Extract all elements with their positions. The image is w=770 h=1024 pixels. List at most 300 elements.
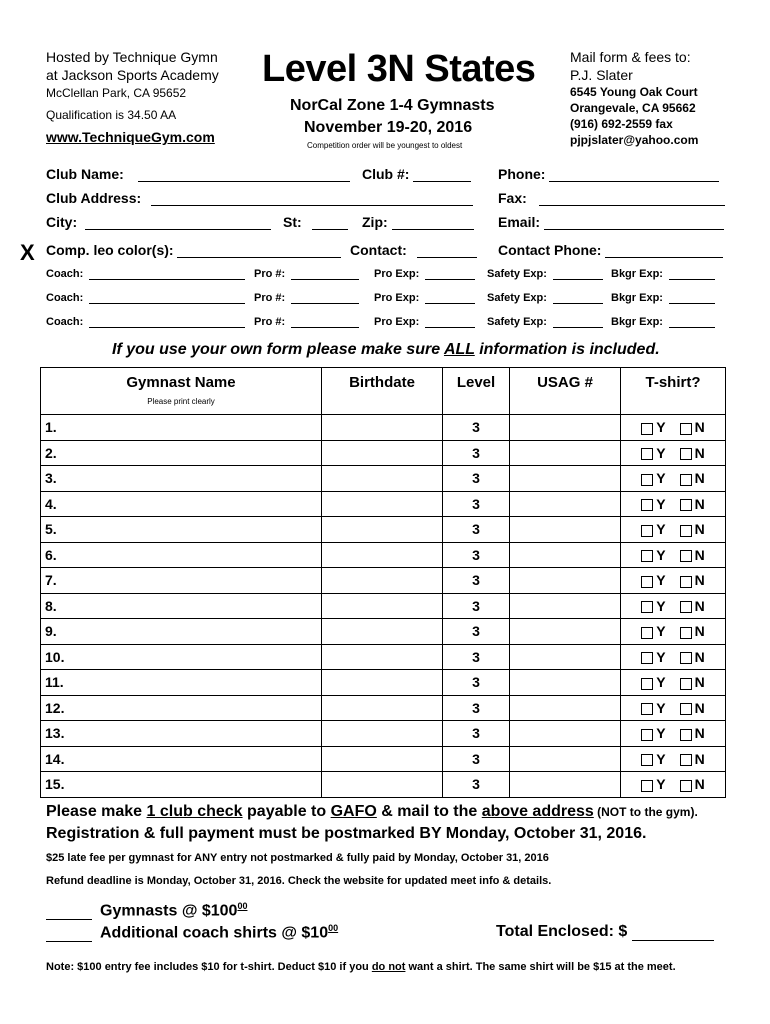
row-number: 3. [45, 470, 57, 487]
gymnast-name-cell[interactable] [41, 466, 322, 492]
tshirt-option-label: N [694, 521, 705, 538]
tshirt-cell [621, 568, 726, 594]
tshirt-yes-checkbox[interactable] [641, 576, 653, 588]
tshirt-option-label: Y [656, 725, 666, 742]
coach-pro-number-line[interactable] [291, 292, 359, 304]
gymnast-name-cell[interactable] [41, 746, 322, 772]
birthdate-cell[interactable] [322, 746, 443, 772]
notice-text-end: information is included. [474, 341, 660, 358]
gymnast-name-cell[interactable] [41, 695, 322, 721]
level-cell: 3 [443, 542, 510, 568]
tshirt-cell [621, 619, 726, 645]
birthdate-cell[interactable] [322, 619, 443, 645]
coach-pro-exp-label: Pro Exp: [374, 292, 420, 304]
coach-shirts-field[interactable] [46, 923, 338, 942]
coach-pro-exp-field[interactable] [374, 268, 475, 280]
coach-safety-exp-label: Safety Exp: [487, 316, 547, 328]
table-row [41, 644, 726, 670]
birthdate-cell[interactable] [322, 695, 443, 721]
coach-pro-exp-line[interactable] [425, 292, 475, 304]
table-row [41, 746, 726, 772]
late-fee-note: $25 late fee per gymnast for ANY entry not postmarked & fully paid by Monday, October 31, 2016 [46, 852, 549, 864]
coach-bkgr-exp-label: Bkgr Exp: [611, 316, 663, 328]
tshirt-no-checkbox[interactable] [680, 576, 692, 588]
row-number: 6. [45, 546, 57, 563]
tshirt-no-checkbox[interactable] [680, 652, 692, 664]
tshirt-option-label: N [694, 623, 705, 640]
zip-line[interactable] [392, 215, 474, 230]
table-row [41, 568, 726, 594]
level-cell: 3 [443, 670, 510, 696]
coach-pro-exp-field[interactable] [374, 316, 475, 328]
coach-safety-exp-field[interactable] [487, 292, 603, 304]
level-cell: 3 [443, 466, 510, 492]
tshirt-yes-checkbox[interactable] [641, 601, 653, 613]
usag-cell[interactable] [510, 415, 621, 441]
tshirt-no-checkbox[interactable] [680, 729, 692, 741]
row-number: 9. [45, 623, 57, 640]
coach-safety-exp-label: Safety Exp: [487, 292, 547, 304]
row-number: 5. [45, 521, 57, 538]
gymnasts-fee-label: Gymnasts @ $100 [100, 902, 238, 920]
usag-cell[interactable] [510, 644, 621, 670]
coach-name-label: Coach: [46, 292, 84, 304]
level-cell: 3 [443, 695, 510, 721]
state-field[interactable] [283, 214, 348, 230]
club-name-line[interactable] [138, 167, 350, 182]
coach-name-field[interactable] [46, 292, 245, 304]
level-cell: 3 [443, 491, 510, 517]
gymnast-name-cell[interactable] [41, 517, 322, 543]
tshirt-cell [621, 670, 726, 696]
row-number: 14. [45, 750, 65, 767]
tshirt-option-label: Y [656, 776, 666, 793]
gymnast-name-cell[interactable] [41, 568, 322, 594]
tshirt-no-checkbox[interactable] [680, 448, 692, 460]
required-x-mark: X [20, 240, 35, 265]
coach-shirts-cents: 00 [328, 923, 339, 933]
row-number: 4. [45, 495, 57, 512]
club-name-field[interactable] [46, 166, 350, 182]
usag-cell[interactable] [510, 670, 621, 696]
gymnast-name-cell[interactable] [41, 772, 322, 798]
club-number-label: Club #: [362, 166, 410, 182]
coach-safety-exp-field[interactable] [487, 316, 603, 328]
coach-bkgr-exp-line[interactable] [669, 292, 715, 304]
tshirt-cell [621, 593, 726, 619]
zip-field[interactable] [362, 214, 474, 230]
level-cell: 3 [443, 440, 510, 466]
coach-safety-exp-field[interactable] [487, 268, 603, 280]
contact-phone-label: Contact Phone: [498, 242, 602, 258]
usag-cell[interactable] [510, 440, 621, 466]
coach-bkgr-exp-field[interactable] [611, 292, 715, 304]
tshirt-option-label: N [694, 776, 705, 793]
mail-fax: (916) 692-2559 fax [570, 117, 673, 131]
total-label: Total Enclosed: $ [496, 923, 628, 940]
tshirt-cell [621, 695, 726, 721]
tshirt-option-label: N [694, 750, 705, 767]
contact-field[interactable] [350, 242, 477, 258]
tshirt-yes-checkbox[interactable] [641, 754, 653, 766]
email-line[interactable] [544, 215, 724, 230]
tshirt-no-checkbox[interactable] [680, 423, 692, 435]
tshirt-no-checkbox[interactable] [680, 780, 692, 792]
tshirt-yes-checkbox[interactable] [641, 703, 653, 715]
leo-color-label: Comp. leo color(s): [46, 242, 174, 258]
shirt-note [46, 961, 676, 973]
table-row [41, 695, 726, 721]
coach-bkgr-exp-label: Bkgr Exp: [611, 292, 663, 304]
qualification: Qualification is 34.50 AA [46, 108, 177, 122]
gymnast-name-cell[interactable] [41, 721, 322, 747]
tshirt-option-label: N [694, 419, 705, 436]
gymnasts-fee-field[interactable] [46, 901, 247, 920]
state-label: St: [283, 214, 302, 230]
coach-pro-number-field[interactable] [254, 268, 359, 280]
table-row [41, 593, 726, 619]
tshirt-option-label: N [694, 546, 705, 563]
tshirt-option-label: N [694, 572, 705, 589]
coach-pro-exp-label: Pro Exp: [374, 316, 420, 328]
city-label: City: [46, 214, 78, 230]
usag-cell[interactable] [510, 517, 621, 543]
club-address-label: Club Address: [46, 190, 142, 206]
gymnast-name-cell[interactable] [41, 542, 322, 568]
table-row [41, 491, 726, 517]
tshirt-cell [621, 746, 726, 772]
coach-pro-exp-line[interactable] [425, 268, 475, 280]
level-cell: 3 [443, 619, 510, 645]
coach-name-line[interactable] [89, 268, 245, 280]
tshirt-yes-checkbox[interactable] [641, 729, 653, 741]
coach-pro-exp-label: Pro Exp: [374, 268, 420, 280]
tshirt-option-label: Y [656, 750, 666, 767]
coach-bkgr-exp-label: Bkgr Exp: [611, 268, 663, 280]
level-cell: 3 [443, 517, 510, 543]
email-label: Email: [498, 214, 541, 230]
coach-pro-number-line[interactable] [291, 316, 359, 328]
birthdate-cell[interactable] [322, 466, 443, 492]
header-tshirt: T-shirt? [621, 368, 726, 415]
gymnasts-count-line[interactable] [46, 905, 92, 920]
phone-line[interactable] [549, 167, 719, 182]
usag-cell[interactable] [510, 619, 621, 645]
tshirt-yes-checkbox[interactable] [641, 525, 653, 537]
row-number: 10. [45, 648, 65, 665]
level-cell: 3 [443, 644, 510, 670]
birthdate-cell[interactable] [322, 721, 443, 747]
gymnast-name-cell[interactable] [41, 644, 322, 670]
coach-name-line[interactable] [89, 316, 245, 328]
payment-instruction [46, 803, 698, 821]
pay-text: payable to [242, 803, 331, 820]
subtitle-zone: NorCal Zone 1-4 Gymnasts [290, 97, 495, 114]
table-row [41, 721, 726, 747]
host-line: Hosted by Technique Gymn [46, 49, 218, 65]
gymnast-name-cell[interactable] [41, 415, 322, 441]
birthdate-cell[interactable] [322, 568, 443, 594]
coach-pro-number-label: Pro #: [254, 292, 286, 304]
tshirt-cell [621, 491, 726, 517]
coach-safety-exp-line[interactable] [553, 268, 603, 280]
tshirt-option-label: N [694, 699, 705, 716]
level-cell: 3 [443, 721, 510, 747]
birthdate-cell[interactable] [322, 517, 443, 543]
tshirt-yes-checkbox[interactable] [641, 423, 653, 435]
shirt-note-text-end: want a shirt. The same shirt will be $15 at the meet. [405, 961, 676, 973]
notice-text: If you use your own form please make sure [112, 341, 444, 358]
birthdate-cell[interactable] [322, 415, 443, 441]
mail-name: P.J. Slater [570, 67, 633, 83]
club-address-field[interactable] [46, 190, 473, 206]
tshirt-option-label: N [694, 597, 705, 614]
level-cell: 3 [443, 593, 510, 619]
tshirt-option-label: Y [656, 470, 666, 487]
gymnast-name-cell[interactable] [41, 619, 322, 645]
pay-check: 1 club check [146, 803, 243, 820]
header-birthdate: Birthdate [322, 368, 443, 415]
leo-color-line[interactable] [177, 243, 341, 258]
contact-phone-line[interactable] [605, 243, 723, 258]
row-number: 12. [45, 699, 65, 716]
gymnast-name-cell[interactable] [41, 593, 322, 619]
host-address: McClellan Park, CA 95652 [46, 86, 187, 100]
print-clearly-note: Please print clearly [147, 397, 215, 406]
tshirt-no-checkbox[interactable] [680, 678, 692, 690]
phone-label: Phone: [498, 166, 546, 182]
coach-name-line[interactable] [89, 292, 245, 304]
city-field[interactable] [46, 214, 271, 230]
table-row [41, 670, 726, 696]
usag-cell[interactable] [510, 593, 621, 619]
tshirt-option-label: N [694, 648, 705, 665]
club-number-line[interactable] [413, 167, 471, 182]
zip-label: Zip: [362, 214, 388, 230]
refund-note: Refund deadline is Monday, October 31, 2016. Check the website for updated meet info & details. [46, 875, 552, 887]
coach-bkgr-exp-line[interactable] [669, 268, 715, 280]
birthdate-cell[interactable] [322, 491, 443, 517]
tshirt-cell [621, 644, 726, 670]
birthdate-cell[interactable] [322, 593, 443, 619]
coach-pro-number-line[interactable] [291, 268, 359, 280]
gymnast-name-cell[interactable] [41, 440, 322, 466]
contact-phone-field[interactable] [498, 242, 723, 258]
contact-label: Contact: [350, 242, 407, 258]
website-link[interactable]: www.TechniqueGym.com [46, 129, 215, 145]
header-level: Level [443, 368, 510, 415]
coach-pro-number-field[interactable] [254, 316, 359, 328]
usag-cell[interactable] [510, 491, 621, 517]
usag-cell[interactable] [510, 746, 621, 772]
registration-deadline: Registration & full payment must be postmarked BY Monday, October 31, 2016. [46, 825, 647, 842]
coach-safety-exp-label: Safety Exp: [487, 268, 547, 280]
usag-cell[interactable] [510, 695, 621, 721]
tshirt-no-checkbox[interactable] [680, 601, 692, 613]
table-row [41, 517, 726, 543]
tshirt-cell [621, 772, 726, 798]
notice-emphasis: ALL [443, 341, 475, 358]
club-name-label: Club Name: [46, 166, 124, 182]
row-number: 1. [45, 419, 57, 436]
tshirt-option-label: Y [656, 623, 666, 640]
tshirt-cell [621, 721, 726, 747]
tshirt-option-label: N [694, 470, 705, 487]
usag-cell[interactable] [510, 721, 621, 747]
header-usag: USAG # [510, 368, 621, 415]
tshirt-option-label: Y [656, 521, 666, 538]
pay-text: & mail to the [376, 803, 482, 820]
level-cell: 3 [443, 415, 510, 441]
header-gymnast-name [41, 368, 322, 415]
coach-shirts-count-line[interactable] [46, 927, 92, 942]
tshirt-yes-checkbox[interactable] [641, 652, 653, 664]
club-number-field[interactable] [362, 166, 471, 182]
usag-cell[interactable] [510, 542, 621, 568]
competition-order-note: Competition order will be youngest to oldest [307, 141, 463, 150]
mail-city: Orangevale, CA 95662 [570, 101, 696, 115]
table-row [41, 466, 726, 492]
fax-line[interactable] [539, 191, 725, 206]
tshirt-option-label: N [694, 725, 705, 742]
header-label: Gymnast Name [126, 374, 236, 391]
gymnast-name-cell[interactable] [41, 491, 322, 517]
row-number: 7. [45, 572, 57, 589]
email-field[interactable] [498, 214, 724, 230]
mail-line: Mail form & fees to: [570, 49, 691, 65]
usag-cell[interactable] [510, 568, 621, 594]
tshirt-option-label: N [694, 444, 705, 461]
tshirt-cell [621, 517, 726, 543]
total-enclosed-field[interactable] [496, 923, 714, 941]
shirt-note-emphasis: do not [371, 961, 406, 973]
row-number: 2. [45, 444, 57, 461]
tshirt-option-label: Y [656, 699, 666, 716]
coach-pro-exp-field[interactable] [374, 292, 475, 304]
gymnasts-fee-cents: 00 [237, 901, 248, 911]
birthdate-cell[interactable] [322, 644, 443, 670]
coach-pro-number-field[interactable] [254, 292, 359, 304]
birthdate-cell[interactable] [322, 670, 443, 696]
leo-color-field[interactable] [46, 242, 341, 258]
tshirt-cell [621, 542, 726, 568]
coach-bkgr-exp-line[interactable] [669, 316, 715, 328]
row-number: 15. [45, 776, 65, 793]
coach-bkgr-exp-field[interactable] [611, 316, 715, 328]
pay-address: above address [481, 803, 594, 820]
fax-field[interactable] [498, 190, 725, 206]
gymnast-name-cell[interactable] [41, 670, 322, 696]
tshirt-option-label: Y [656, 674, 666, 691]
tshirt-no-checkbox[interactable] [680, 754, 692, 766]
tshirt-option-label: Y [656, 444, 666, 461]
table-row [41, 440, 726, 466]
coach-name-field[interactable] [46, 268, 245, 280]
coach-shirts-label: Additional coach shirts @ $10 [100, 924, 329, 942]
level-cell: 3 [443, 568, 510, 594]
tshirt-cell [621, 466, 726, 492]
tshirt-option-label: Y [656, 572, 666, 589]
tshirt-yes-checkbox[interactable] [641, 627, 653, 639]
tshirt-no-checkbox[interactable] [680, 499, 692, 511]
mail-email: pjpjslater@yahoo.com [570, 133, 699, 147]
tshirt-yes-checkbox[interactable] [641, 499, 653, 511]
table-row [41, 542, 726, 568]
total-line[interactable] [632, 926, 714, 941]
host-line: at Jackson Sports Academy [46, 67, 219, 83]
state-line[interactable] [312, 215, 348, 230]
tshirt-yes-checkbox[interactable] [641, 678, 653, 690]
tshirt-option-label: Y [656, 597, 666, 614]
coach-safety-exp-line[interactable] [553, 292, 603, 304]
city-line[interactable] [85, 215, 271, 230]
tshirt-yes-checkbox[interactable] [641, 550, 653, 562]
form-notice [112, 341, 660, 359]
tshirt-yes-checkbox[interactable] [641, 474, 653, 486]
fax-label: Fax: [498, 190, 527, 206]
tshirt-cell [621, 440, 726, 466]
tshirt-no-checkbox[interactable] [680, 525, 692, 537]
tshirt-no-checkbox[interactable] [680, 703, 692, 715]
table-row [41, 619, 726, 645]
gymnast-table [40, 367, 726, 798]
coach-pro-number-label: Pro #: [254, 316, 286, 328]
host-info [46, 48, 219, 146]
birthdate-cell[interactable] [322, 440, 443, 466]
birthdate-cell[interactable] [322, 772, 443, 798]
coach-pro-exp-line[interactable] [425, 316, 475, 328]
tshirt-no-checkbox[interactable] [680, 474, 692, 486]
coach-bkgr-exp-field[interactable] [611, 268, 715, 280]
level-cell: 3 [443, 746, 510, 772]
row-number: 13. [45, 725, 65, 742]
usag-cell[interactable] [510, 772, 621, 798]
coach-name-label: Coach: [46, 268, 84, 280]
mail-street: 6545 Young Oak Court [570, 85, 698, 99]
page-title: Level 3N States [262, 48, 536, 90]
pay-payee: GAFO [330, 803, 377, 820]
table-row [41, 415, 726, 441]
subtitle-date: November 19-20, 2016 [304, 119, 473, 136]
phone-field[interactable] [498, 166, 719, 182]
coach-name-label: Coach: [46, 316, 84, 328]
tshirt-option-label: N [694, 674, 705, 691]
level-cell: 3 [443, 772, 510, 798]
pay-text: Please make [46, 803, 147, 820]
tshirt-yes-checkbox[interactable] [641, 448, 653, 460]
tshirt-option-label: Y [656, 648, 666, 665]
tshirt-option-label: Y [656, 419, 666, 436]
contact-line[interactable] [417, 243, 477, 258]
tshirt-yes-checkbox[interactable] [641, 780, 653, 792]
birthdate-cell[interactable] [322, 542, 443, 568]
tshirt-option-label: Y [656, 546, 666, 563]
pay-note: (NOT to the gym). [593, 805, 698, 819]
table-row [41, 772, 726, 798]
usag-cell[interactable] [510, 466, 621, 492]
coach-safety-exp-line[interactable] [553, 316, 603, 328]
club-address-line[interactable] [151, 191, 473, 206]
tshirt-no-checkbox[interactable] [680, 550, 692, 562]
tshirt-option-label: Y [656, 495, 666, 512]
coach-pro-number-label: Pro #: [254, 268, 286, 280]
mail-info [570, 48, 698, 148]
row-number: 11. [45, 674, 64, 691]
coach-name-field[interactable] [46, 316, 245, 328]
tshirt-option-label: N [694, 495, 705, 512]
tshirt-no-checkbox[interactable] [680, 627, 692, 639]
row-number: 8. [45, 597, 57, 614]
